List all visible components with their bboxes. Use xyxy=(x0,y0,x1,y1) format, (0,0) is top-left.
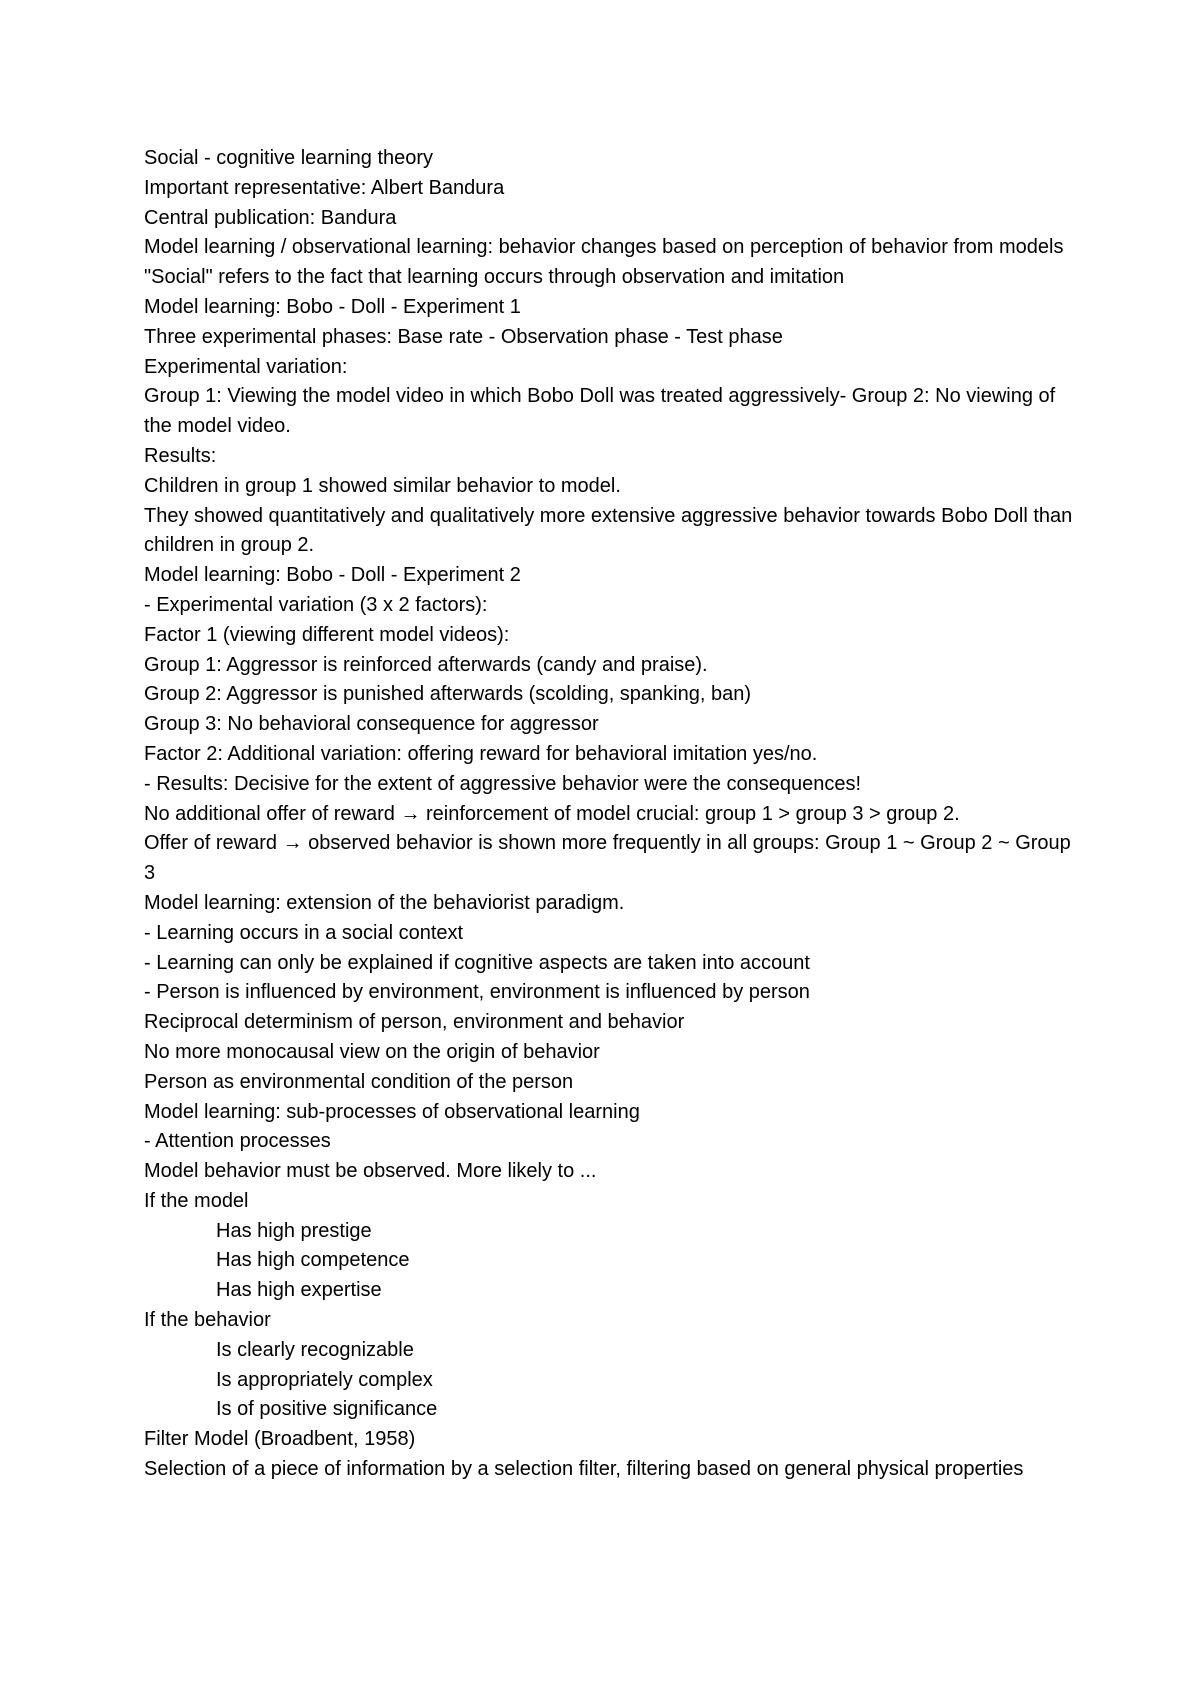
text-line: "Social" refers to the fact that learning occurs through observation and imitation xyxy=(144,266,845,289)
indented-line: Has high prestige xyxy=(216,1219,372,1242)
text-line: Factor 1 (viewing different model videos): xyxy=(144,623,510,646)
text-line: Model learning: Bobo - Doll - Experiment 1 xyxy=(144,295,521,318)
text-line: Factor 2: Additional variation: offering reward for behavioral imitation yes/no. xyxy=(144,742,818,765)
text-line: Experimental variation: xyxy=(144,355,348,378)
text-line: No more monocausal view on the origin of behavior xyxy=(144,1040,600,1063)
text-line: Group 1: Aggressor is reinforced afterwards (candy and praise). xyxy=(144,653,708,676)
text-line: - Learning occurs in a social context xyxy=(144,921,464,944)
text-line: Person as environmental condition of the person xyxy=(144,1070,574,1093)
text-line: Three experimental phases: Base rate - Observation phase - Test phase xyxy=(144,325,783,348)
text-line: Selection of a piece of information by a selection filter, filtering based on general physical properties xyxy=(144,1458,1024,1481)
text-line: Model learning: sub-processes of observational learning xyxy=(144,1100,640,1123)
text-line: Central publication: Bandura xyxy=(144,206,397,229)
indented-line: Is of positive significance xyxy=(216,1398,438,1421)
text-line: Filter Model (Broadbent, 1958) xyxy=(144,1428,416,1451)
indented-line: Has high competence xyxy=(216,1249,410,1272)
text-line: Group 3: No behavioral consequence for aggressor xyxy=(144,713,599,736)
indented-line: Is clearly recognizable xyxy=(216,1338,414,1361)
text-line: - Results: Decisive for the extent of aggressive behavior were the consequences! xyxy=(144,772,862,795)
text-line: No additional offer of reward → reinforcement of model crucial: group 1 > group 3 > group 2. xyxy=(144,802,960,825)
text-line: If the behavior xyxy=(144,1309,271,1332)
text-line: - Person is influenced by environment, environment is influenced by person xyxy=(144,981,810,1004)
heading-line: Social - cognitive learning theory xyxy=(144,147,434,169)
text-line: Group 2: Aggressor is punished afterwards (scolding, spanking, ban) xyxy=(144,683,752,706)
text-line: - Experimental variation (3 x 2 factors): xyxy=(144,593,488,616)
text-line: They showed quantitatively and qualitatively more extensive aggressive behavior towards Bobo Doll than children in group 2. xyxy=(144,504,1073,557)
text-line: Results: xyxy=(144,444,217,467)
indented-line: Is appropriately complex xyxy=(216,1368,433,1391)
text-line: Reciprocal determinism of person, environment and behavior xyxy=(144,1011,685,1034)
text-line: Children in group 1 showed similar behavior to model. xyxy=(144,474,621,497)
text-line: Model learning / observational learning: behavior changes based on perception of behavior from models xyxy=(144,236,1064,259)
text-line: Model learning: Bobo - Doll - Experiment 2 xyxy=(144,564,521,587)
text-line: Group 1: Viewing the model video in which Bobo Doll was treated aggressively- Group 2: No viewing of the model video. xyxy=(144,385,1056,438)
text-line: Offer of reward → observed behavior is shown more frequently in all groups: Group 1 ~ Group 2 ~ Group 3 xyxy=(144,832,1071,885)
text-line: - Attention processes xyxy=(144,1130,331,1153)
text-line: Model behavior must be observed. More likely to ... xyxy=(144,1160,597,1183)
text-line: - Learning can only be explained if cognitive aspects are taken into account xyxy=(144,951,810,974)
text-line: If the model xyxy=(144,1189,249,1212)
indented-line: Has high expertise xyxy=(216,1279,382,1302)
text-line: Model learning: extension of the behaviorist paradigm. xyxy=(144,891,625,914)
document-body xyxy=(144,144,1084,1485)
text-line: Important representative: Albert Bandura xyxy=(144,176,505,199)
